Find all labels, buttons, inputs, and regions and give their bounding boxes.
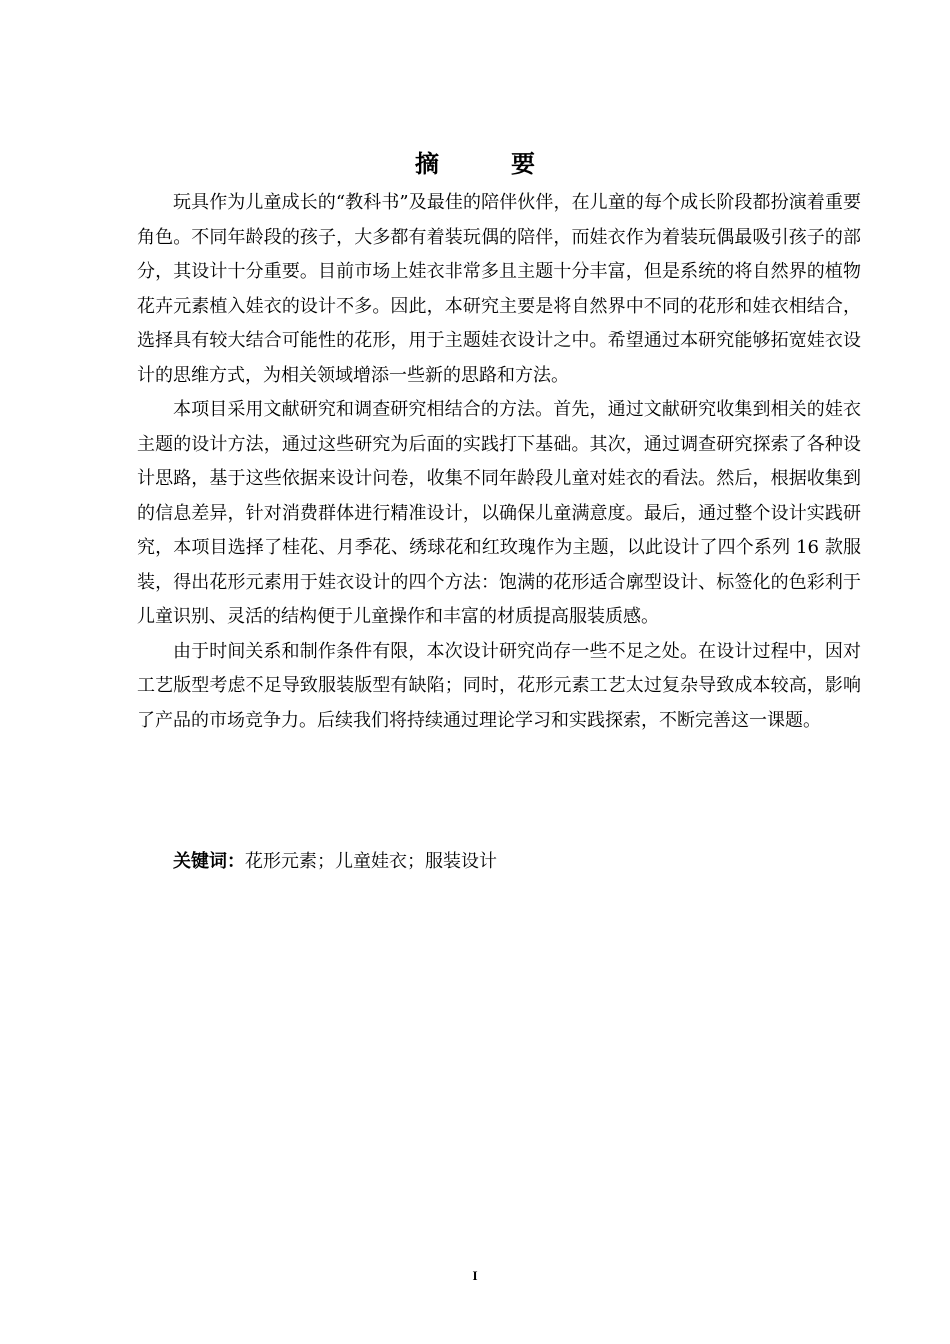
- abstract-body: [137, 186, 861, 738]
- abstract-paragraph-2: 本项目采用文献研究和调查研究相结合的方法。首先，通过文献研究收集到相关的娃衣主题的设计方法，通过这些研究为后面的实践打下基础。其次，通过调查研究探索了各种设计思路，基于这些依据来设计问卷，收集不同年龄段儿童对娃衣的看法。然后，根据收集到的信息差异，针对消费群体进行精准设计，以确保儿童满意度。最后，通过整个设计实践研究，本项目选择了桂花、月季花、绣球花和红玫瑰作为主题，以此设计了四个系列 16 款服装，得出花形元素用于娃衣设计的四个方法：饱满的花形适合廓型设计、标签化的色彩利于儿童识别、灵活的结构便于儿童操作和丰富的材质提高服装质感。: [137, 399, 861, 627]
- page-number: I: [472, 1268, 478, 1283]
- abstract-title: 摘 要: [415, 149, 559, 178]
- keywords-label: 关键词：: [173, 851, 245, 872]
- keywords-text: 花形元素；儿童娃衣；服装设计: [245, 851, 497, 872]
- abstract-paragraph-3: 由于时间关系和制作条件有限，本次设计研究尚存一些不足之处。在设计过程中，因对工艺版型考虑不足导致服装版型有缺陷；同时，花形元素工艺太过复杂导致成本较高，影响了产品的市场竞争力。后续我们将持续通过理论学习和实践探索，不断完善这一课题。: [137, 640, 861, 731]
- keywords-line: [173, 847, 497, 877]
- abstract-paragraph-1: 玩具作为儿童成长的“教科书”及最佳的陪伴伙伴，在儿童的每个成长阶段都扮演着重要角色。不同年龄段的孩子，大多都有着装玩偶的陪伴，而娃衣作为着装玩偶最吸引孩子的部分，其设计十分重要。目前市场上娃衣非常多且主题十分丰富，但是系统的将自然界的植物花卉元素植入娃衣的设计不多。因此，本研究主要是将自然界中不同的花形和娃衣相结合，选择具有较大结合可能性的花形，用于主题娃衣设计之中。希望通过本研究能够拓宽娃衣设计的思维方式，为相关领域增添一些新的思路和方法。: [137, 192, 861, 386]
